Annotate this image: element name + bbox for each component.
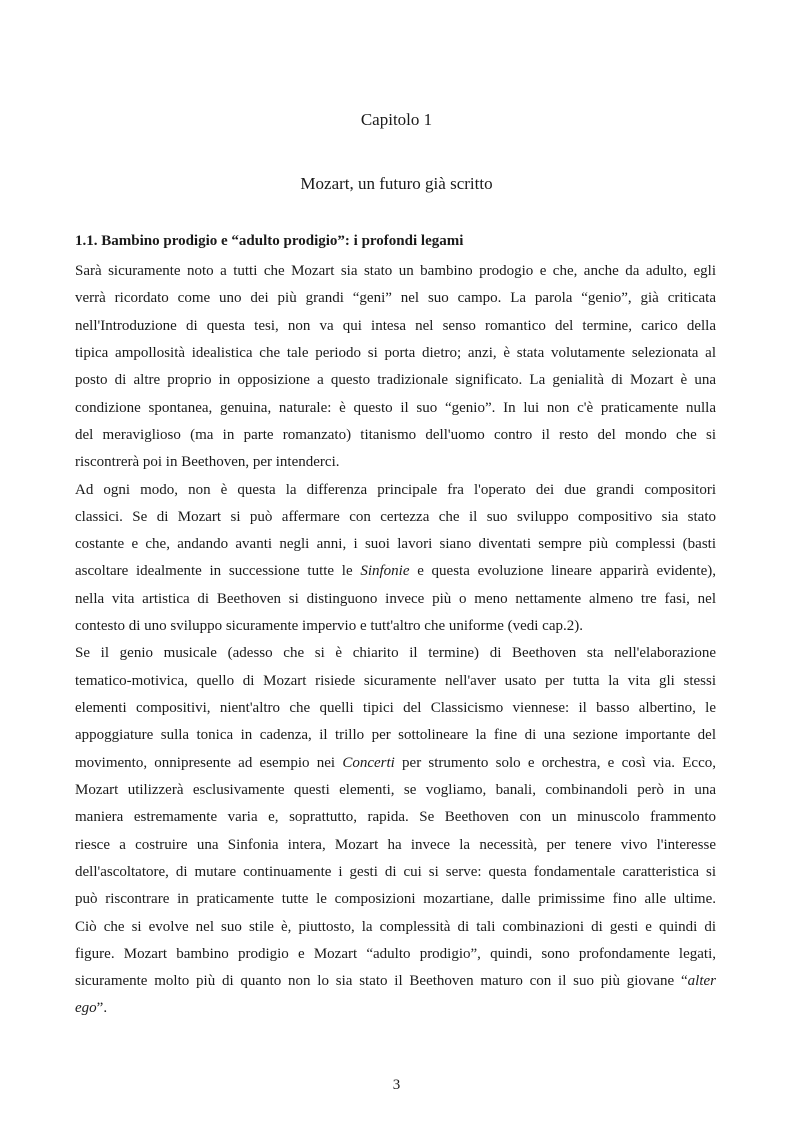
page-number: 3 (392, 1077, 401, 1093)
italic-term: alter (687, 973, 716, 990)
text-line (75, 995, 716, 1022)
text-line: Ciò che si evolve nel suo stile è, piuttosto, la complessità di tali combinazioni di gesti e quindi di (75, 918, 716, 935)
text-run: e questa evoluzione lineare apparirà evidente), (409, 563, 716, 580)
section-heading: 1.1. Bambino prodigio e “adulto prodigio”: i profondi legami (75, 233, 464, 249)
text-line: Se il genio musicale (adesso che si è chiarito il termine) di Beethoven sta nell'elaborazione (75, 645, 716, 662)
text-line: riesce a costruire una Sinfonia intera, Mozart ha invece la necessità, per tenere vivo l'interesse (75, 836, 716, 853)
text-line: può riscontrare in praticamente tutte le composizioni mozartiane, dalle primissime fino alle ultime. (75, 891, 716, 908)
text-line: verrà ricordato come uno dei più grandi “geni” nel suo campo. La parola “genio”, già criticata (75, 290, 716, 307)
text-run: ”. (96, 1000, 108, 1017)
text-line: classici. Se di Mozart si può affermare con certezza che il suo sviluppo compositivo sia stato (75, 508, 716, 525)
chapter-label: Capitolo 1 (360, 110, 433, 129)
text-line: riscontrerà poi in Beethoven, per intenderci. (75, 454, 340, 471)
text-line (75, 750, 716, 777)
text-run: movimento, onnipresente ad esempio nei (75, 754, 343, 771)
text-line: nella vita artistica di Beethoven si distinguono invece più o meno nettamente almeno tre fasi, nel (75, 590, 716, 607)
text-line: costante e che, andando avanti negli anni, i suoi lavori siano diventati sempre più complessi (basti (75, 536, 716, 553)
text-line: dell'ascoltatore, di mutare continuamente i gesti di cui si serve: questa fondamentale caratteristica si (75, 863, 716, 880)
text-run: sicuramente molto più di quanto non lo sia stato il Beethoven maturo con il suo più giovane “ (75, 973, 688, 990)
text-line: elementi compositivi, nient'altro che quelli tipici del Classicismo viennese: il basso albertino, le (75, 700, 716, 716)
text-line: posto di altre proprio in opposizione a questo tradizionale significato. La genialità di Mozart è una (75, 372, 716, 389)
italic-work-title: Sinfonie (360, 563, 410, 580)
text-line: Mozart utilizzerà esclusivamente questi elementi, se vogliamo, banali, combinandoli però in una (75, 781, 716, 798)
text-line: nell'Introduzione di questa tesi, non va qui intesa nel senso romantico del termine, carico della (75, 317, 716, 334)
text-line: Ad ogni modo, non è questa la differenza principale fra l'operato dei due grandi compositori (75, 481, 716, 498)
body-text (75, 258, 716, 1023)
italic-term: ego (75, 1000, 97, 1017)
text-line: figure. Mozart bambino prodigio e Mozart “adulto prodigio”, quindi, sono profondamente legati, (75, 945, 716, 962)
text-line: tematico-motivica, quello di Mozart risiede sicuramente nell'aver usato per tutta la vita gli stessi (75, 672, 716, 689)
text-line (75, 558, 716, 585)
text-run: per strumento solo e orchestra, e così via. Ecco, (394, 754, 716, 771)
italic-work-title: Concerti (342, 754, 395, 771)
text-line: condizione spontanea, genuina, naturale: è questo il suo “genio”. In lui non c'è praticamente nulla (75, 399, 716, 416)
text-line: contesto di uno sviluppo sicuramente impervio e tutt'altro che uniforme (vedi cap.2). (75, 618, 583, 635)
text-line (75, 968, 716, 995)
text-line: maniera estremamente varia e, soprattutto, rapida. Se Beethoven con un minuscolo frammento (75, 809, 716, 826)
text-line: tipica ampollosità idealistica che tale periodo si porta dietro; anzi, è stata volutamente selezionata al (75, 344, 716, 361)
text-line: Sarà sicuramente noto a tutti che Mozart sia stato un bambino prodogio e che, anche da adulto, egli (75, 263, 716, 279)
text-line: del meraviglioso (ma in parte romanzato) titanismo dell'uomo contro il resto del mondo che si (75, 426, 716, 443)
text-run: ascoltare idealmente in successione tutte le (75, 563, 361, 580)
chapter-title: Mozart, un futuro già scritto (300, 174, 493, 193)
text-line: appoggiature sulla tonica in cadenza, il trillo per sottolineare la fine di una sezione importante del (75, 727, 716, 744)
